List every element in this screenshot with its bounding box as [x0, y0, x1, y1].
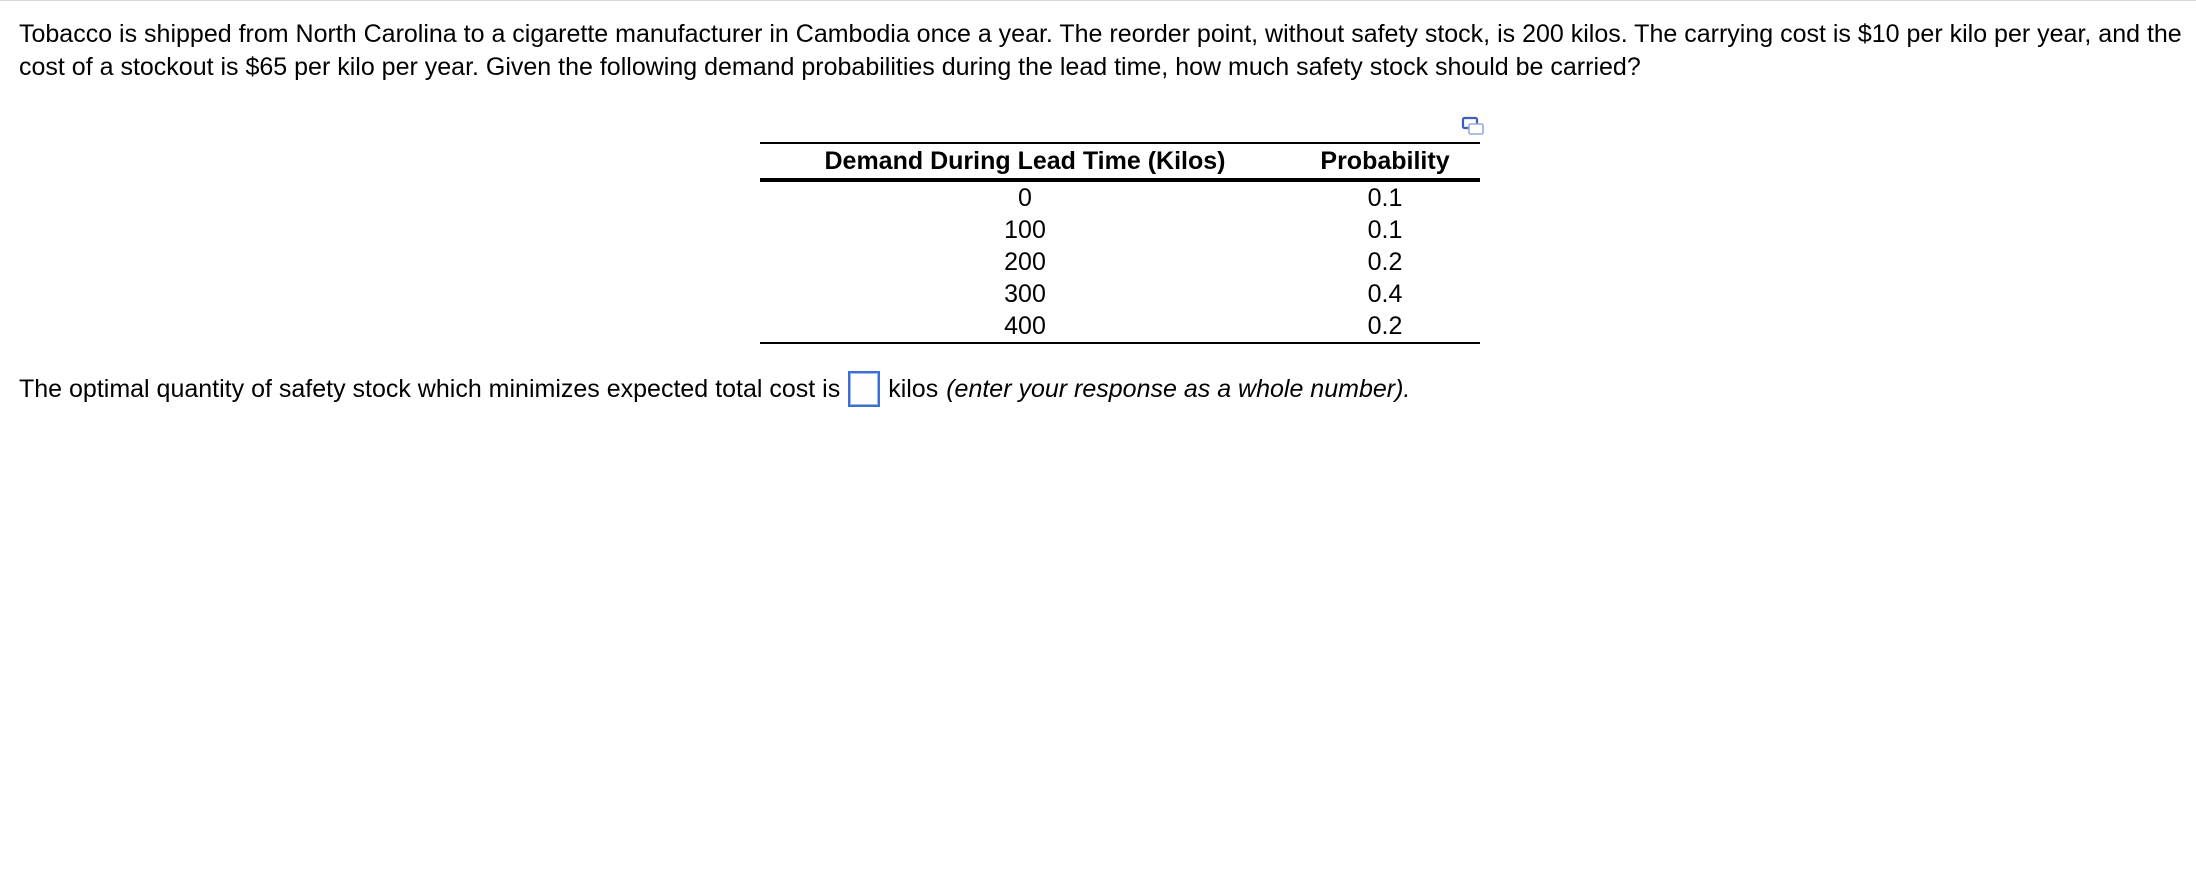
- cell-demand: 400: [1004, 311, 1046, 340]
- table-row: [760, 214, 1480, 246]
- cell-probability: 0.1: [1367, 215, 1403, 244]
- cell-demand: 100: [1004, 215, 1046, 244]
- cell-demand: 0: [1018, 183, 1032, 212]
- table-row: [760, 278, 1480, 310]
- table-row: [760, 246, 1480, 278]
- copy-table-icon[interactable]: [1460, 114, 1486, 138]
- cell-demand: 200: [1004, 247, 1046, 276]
- cell-probability: 0.2: [1367, 247, 1403, 276]
- demand-probability-table: [760, 142, 1480, 344]
- cell-probability: 0.1: [1367, 183, 1403, 212]
- cell-probability: 0.2: [1367, 311, 1403, 340]
- answer-hint: (enter your response as a whole number).: [946, 375, 1411, 403]
- cell-demand: 300: [1004, 279, 1046, 308]
- table-row: [760, 180, 1480, 214]
- question-text: Tobacco is shipped from North Carolina to a cigarette manufacturer in Cambodia once a year. The reorder point, without safety stock, is 200 kilos. The carrying cost is $10 per kilo per year, and the cost of a stockout is $65 per kilo per year. Given the following demand probabilities during the lead time, how much safety stock should be carried?: [19, 20, 2182, 81]
- table-header-row: [760, 143, 1480, 180]
- answer-unit: kilos: [888, 375, 939, 403]
- answer-line: [19, 369, 1410, 409]
- top-divider: [0, 0, 2196, 1]
- safety-stock-input[interactable]: [848, 371, 880, 407]
- header-demand: Demand During Lead Time (Kilos): [824, 146, 1226, 175]
- cell-probability: 0.4: [1367, 279, 1403, 308]
- header-probability: Probability: [1320, 146, 1450, 175]
- answer-prefix: The optimal quantity of safety stock which minimizes expected total cost is: [19, 375, 841, 403]
- table-row: [760, 310, 1480, 343]
